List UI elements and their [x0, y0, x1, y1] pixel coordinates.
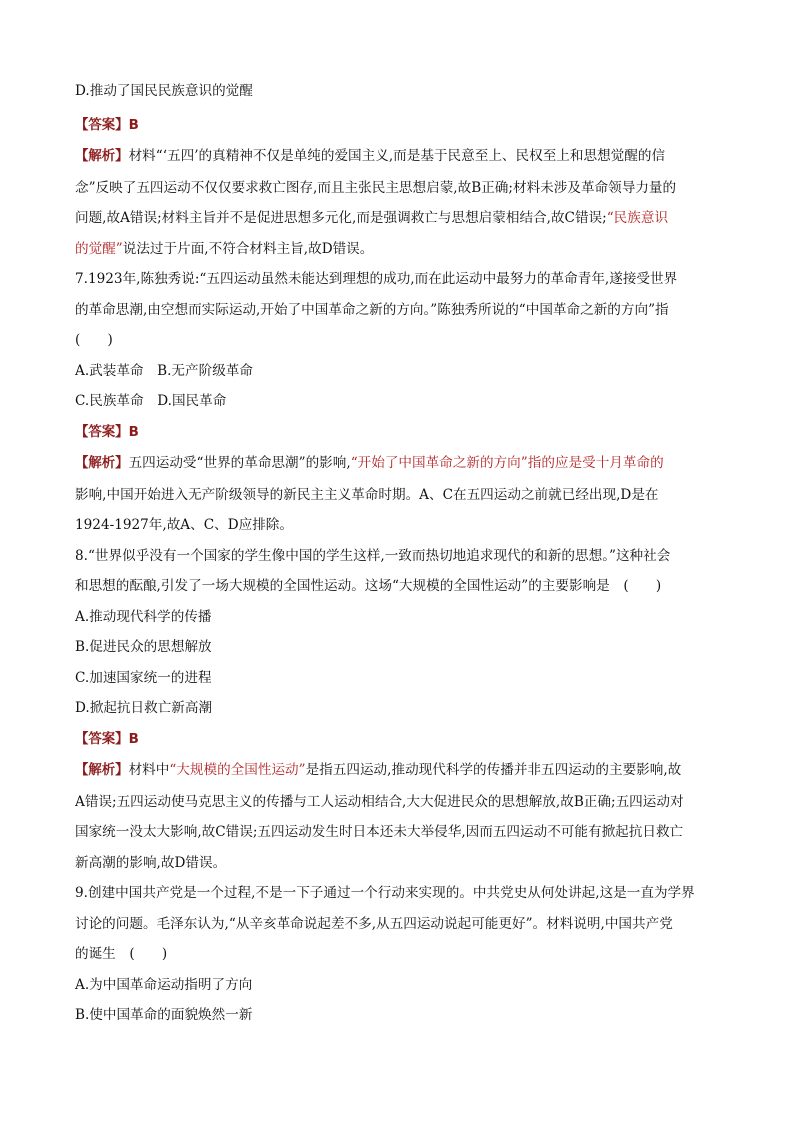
- analysis-line: [75, 203, 720, 234]
- analysis-line: [75, 755, 720, 787]
- analysis-line: A错误;五四运动使马克思主义的传播与工人运动相结合,大大促进民众的思想解放,故B正确;五四运动对: [75, 793, 684, 810]
- analysis-line: 念”反映了五四运动不仅仅要求救亡图存,而且主张民主思想启蒙,故B正确;材料未涉及革命领导力量的: [75, 179, 677, 196]
- q7-stem-line: ( ): [75, 332, 113, 348]
- analysis-text: 材料中: [128, 762, 170, 778]
- analysis-line: [75, 448, 720, 480]
- analysis-line: 影响,中国开始进入无产阶级领导的新民主主义革命时期。A、C在五四运动之前就已经出现,D是在: [75, 486, 659, 503]
- q9-stem-line: 9.创建中国共产党是一个过程,不是一下子通过一个行动来实现的。中共党史从何处讲起,这是一直为学界: [75, 885, 695, 901]
- answer-tag: 【答案】: [75, 424, 129, 440]
- q8-option-b: B.促进民众的思想解放: [75, 639, 212, 655]
- analysis-line: 新高潮的影响,故D错误。: [75, 854, 227, 871]
- q7-answer: [75, 417, 720, 449]
- q8-option-c: C.加速国家统一的进程: [75, 669, 212, 686]
- q7-options-row: A.武装革命 B.无产阶级革命: [75, 362, 253, 379]
- answer-value: B: [128, 424, 139, 440]
- q6-option-d: D.推动了国民民族意识的觉醒: [75, 83, 253, 99]
- q8-stem-line: 和思想的酝酿,引发了一场大规模的全国性运动。这场“大规模的全国性运动”的主要影响是 ( ): [75, 578, 662, 594]
- analysis-highlight: “开始了中国革命之新的方向”指的应是受十月革命的: [350, 455, 664, 471]
- q6-answer: [75, 110, 720, 141]
- answer-value: B: [128, 731, 139, 747]
- analysis-line: [75, 141, 720, 173]
- question-8: [75, 541, 720, 879]
- analysis-tag: 【解析】: [75, 456, 129, 471]
- q8-option-a: A.推动现代科学的传播: [75, 608, 212, 625]
- analysis-highlight: “大规模的全国性运动”: [169, 762, 306, 778]
- analysis-tag: 【解析】: [75, 149, 129, 164]
- analysis-text: 问题,故A错误;材料主旨并不是促进思想多元化,而是强调救亡与思想启蒙相结合,故C错误;: [75, 210, 607, 226]
- q8-stem-line: 8.“世界似乎没有一个国家的学生像中国的学生这样,一致而热切地追求现代的和新的思想。”这种社会: [75, 547, 671, 564]
- q9-stem-line: 讨论的问题。毛泽东认为,“从辛亥革命说起差不多,从五四运动说起可能更好”。材料说明,中国共产党: [75, 915, 673, 932]
- q8-option-d: D.掀起抗日救亡新高潮: [75, 700, 213, 716]
- analysis-highlight: “民族意识: [606, 210, 669, 226]
- question-9: [75, 878, 720, 1031]
- question-7: [75, 264, 720, 541]
- q9-option-b: B.使中国革命的面貌焕然一新: [75, 1007, 253, 1023]
- q7-stem-line: 7.1923年,陈独秀说:“五四运动虽然未能达到理想的成功,而在此运动中最努力的革命青年,遂接受世界: [75, 271, 678, 287]
- q7-stem-line: 的革命思潮,由空想而实际运动,开始了中国革命之新的方向。”陈独秀所说的“中国革命之新的方向”指: [75, 301, 669, 318]
- q9-stem-line: 的诞生 ( ): [75, 946, 168, 962]
- analysis-text: 说法过于片面,不符合材料主旨,故D错误。: [122, 240, 374, 257]
- q9-option-a: A.为中国革命运动指明了方向: [75, 976, 253, 993]
- q8-answer: [75, 724, 720, 756]
- analysis-text: 是指五四运动,推动现代科学的传播并非五四运动的主要影响,故: [305, 762, 682, 778]
- analysis-tag: 【解析】: [75, 763, 129, 778]
- document-page: [75, 78, 720, 1031]
- analysis-highlight: 的觉醒”: [75, 240, 123, 257]
- analysis-text: 材料“‘五四’的真精神不仅是单纯的爱国主义,而是基于民意至上、民权至上和思想觉醒的信: [128, 148, 666, 164]
- analysis-line: 1924-1927年,故A、C、D应排除。: [75, 517, 293, 533]
- q6-analysis: [75, 141, 720, 264]
- answer-value: B: [128, 118, 139, 133]
- analysis-line: [75, 234, 720, 265]
- q7-options-row: C.民族革命 D.国民革命: [75, 393, 227, 409]
- analysis-line: 国家统一没太大影响,故C错误;五四运动发生时日本还未大举侵华,因而五四运动不可能有掀起抗日救亡: [75, 824, 684, 840]
- analysis-text: 五四运动受“世界的革命思潮”的影响,: [128, 455, 351, 471]
- answer-tag: 【答案】: [75, 118, 129, 133]
- answer-tag: 【答案】: [75, 731, 129, 747]
